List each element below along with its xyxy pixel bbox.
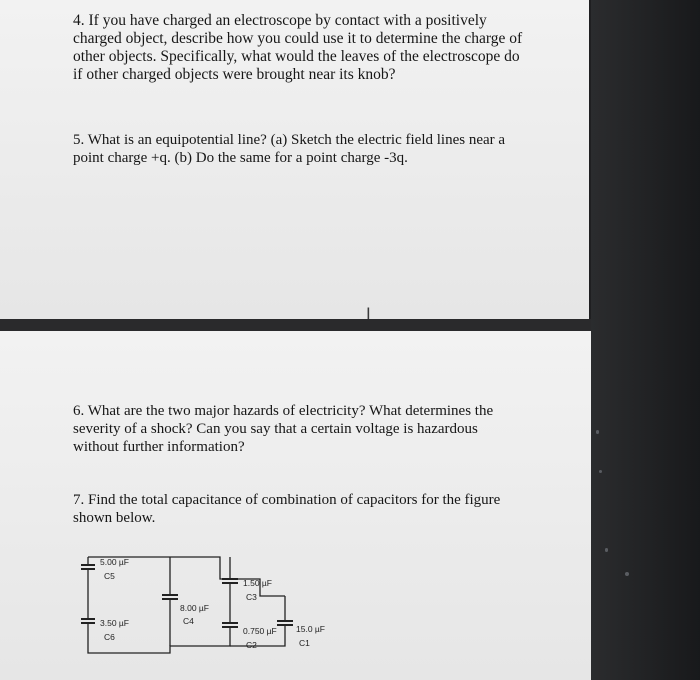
c3-value-label: 1.50 µF	[243, 578, 272, 588]
glare-spot	[605, 548, 608, 552]
capacitor-circuit-diagram	[80, 551, 350, 661]
question-6: 6. What are the two major hazards of electricity? What determines the severity of a shock? Can you say that a certain voltage is hazardous without further information?	[73, 403, 494, 455]
glare-spot	[599, 470, 602, 473]
page-divider	[0, 319, 591, 331]
c5-name-label: C5	[104, 571, 115, 581]
question-5: 5. What is an equipotential line? (a) Sketch the electric field lines near a point charge +q. (b) Do the same for a point charge -3q.	[73, 132, 506, 166]
glare-spot	[596, 430, 599, 434]
question-7: 7. Find the total capacitance of combination of capacitors for the figure shown below.	[73, 492, 501, 526]
c1-value-label: 15.0 µF	[296, 624, 325, 634]
c4-name-label: C4	[183, 616, 194, 626]
c5-value-label: 5.00 µF	[100, 557, 129, 567]
text-cursor-icon: I	[366, 304, 371, 323]
c6-value-label: 3.50 µF	[100, 618, 129, 628]
c4-value-label: 8.00 µF	[180, 603, 209, 613]
c3-name-label: C3	[246, 592, 257, 602]
question-4: 4. If you have charged an electroscope by contact with a positively charged object, describe how you could use it to determine the charge of other objects. Specifically, what would the leaves of the electroscope do if other charged objects were brought near its knob?	[73, 12, 523, 83]
glare-spot	[625, 572, 629, 576]
dark-background	[591, 0, 700, 680]
c2-value-label: 0.750 µF	[243, 626, 277, 636]
c1-name-label: C1	[299, 638, 310, 648]
c6-name-label: C6	[104, 632, 115, 642]
c2-name-label: C2	[246, 640, 257, 650]
